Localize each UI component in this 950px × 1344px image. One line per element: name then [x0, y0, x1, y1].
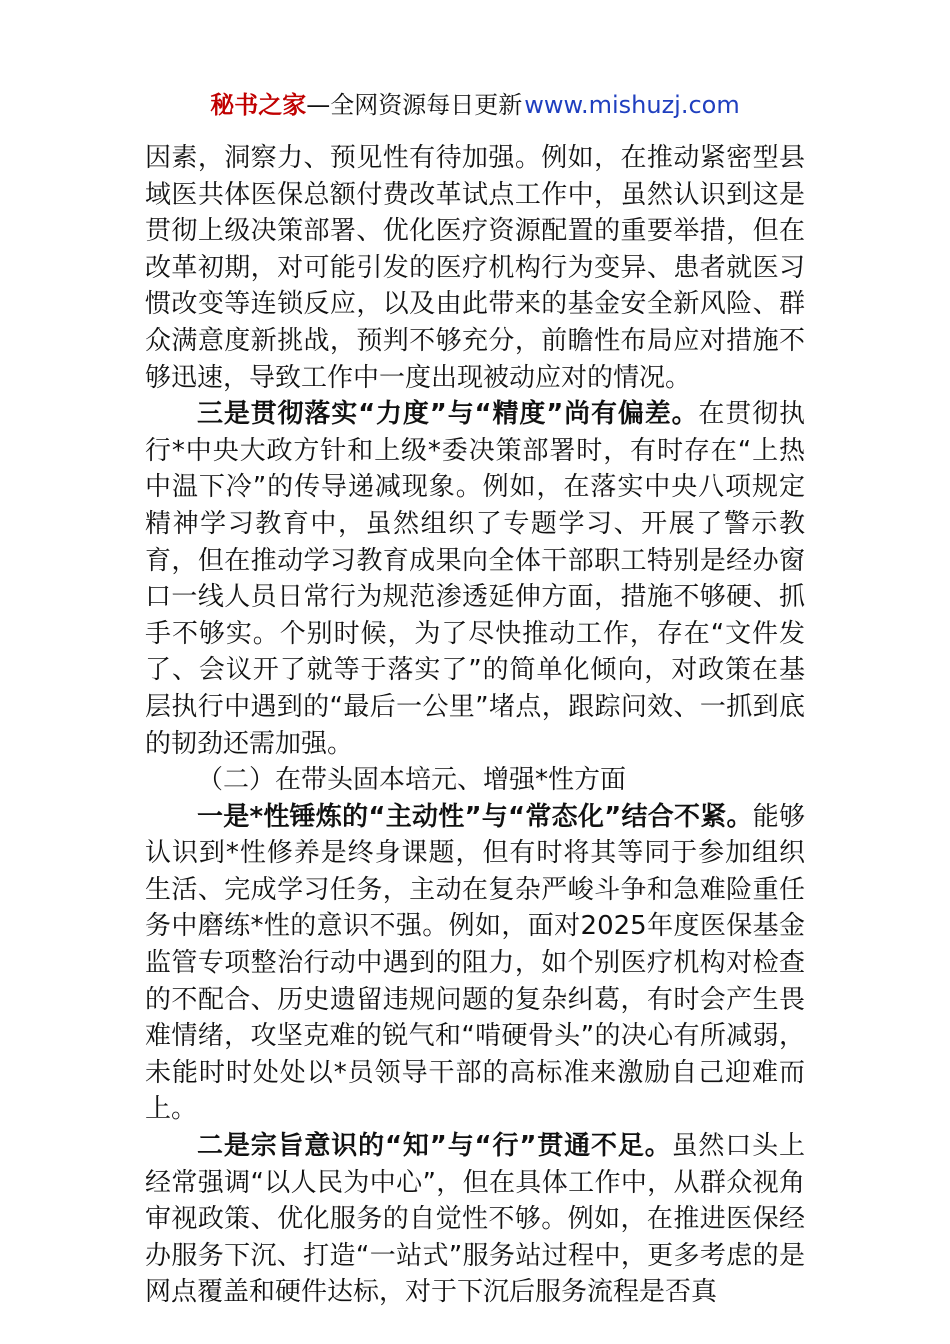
site-url-link[interactable]: www.mishuzj.com	[524, 91, 740, 119]
paragraph-text: 能够认识到*性修养是终身课题，但有时将其等同于参加组织生活、完成学习任务，主动在复杂严峻斗争和急难险重任务中磨练*性的意识不强。例如，面对2025年度医保基金监管专项整治行动中遇到的阻力，如个别医疗机构对检查的不配合、历史遗留违规问题的复杂纠葛，有时会产生畏难情绪，攻坚克难的锐气和“啃硬骨头”的决心有所减弱，未能时时处处以*员领导干部的高标准来激励自己迎难而上。	[145, 801, 805, 1125]
paragraph	[145, 396, 805, 762]
section-heading	[145, 762, 805, 799]
paragraph-text: 在贯彻执行*中央大政方针和上级*委决策部署时，有时存在“上热中温下冷”的传导递减现象。例如，在落实中央八项规定精神学习教育中，虽然组织了专题学习、开展了警示教育，但在推动学习教育成果向全体干部职工特别是经办窗口一线人员日常行为规范渗透延伸方面，措施不够硬、抓手不够实。个别时候，为了尽快推动工作，存在“文件发了、会议开了就等于落实了”的简单化倾向，对政策在基层执行中遇到的“最后一公里”堵点，跟踪问效、一抓到底的韧劲还需加强。	[145, 399, 805, 759]
section-heading-text: （二）在带头固本培元、增强*性方面	[197, 765, 627, 796]
paragraph-text: 虽然口头上经常强调“以人民为中心”，但在具体工作中，从群众视角审视政策、优化服务的自觉性不够。例如，在推进医保经办服务下沉、打造“一站式”服务站过程中，更多考虑的是网点覆盖和硬件达标，对于下沉后服务流程是否真	[145, 1131, 805, 1308]
paragraph	[145, 1128, 805, 1311]
site-header	[0, 88, 950, 122]
site-tagline: —全网资源每日更新	[306, 91, 523, 119]
document-body	[145, 140, 805, 1311]
paragraph-continued	[145, 140, 805, 396]
paragraph-lead: 二是宗旨意识的“知”与“行”贯通不足。	[197, 1131, 672, 1162]
paragraph	[145, 799, 805, 1128]
paragraph-lead: 三是贯彻落实“力度”与“精度”尚有偏差。	[197, 399, 699, 430]
paragraph-lead: 一是*性锤炼的“主动性”与“常态化”结合不紧。	[197, 801, 753, 832]
site-brand: 秘书之家	[210, 91, 307, 119]
paragraph-text: 因素，洞察力、预见性有待加强。例如，在推动紧密型县域医共体医保总额付费改革试点工作中，虽然认识到这是贯彻上级决策部署、优化医疗资源配置的重要举措，但在改革初期，对可能引发的医疗机构行为变异、患者就医习惯改变等连锁反应，以及由此带来的基金安全新风险、群众满意度新挑战，预判不够充分，前瞻性布局应对措施不够迅速，导致工作中一度出现被动应对的情况。	[145, 143, 805, 393]
